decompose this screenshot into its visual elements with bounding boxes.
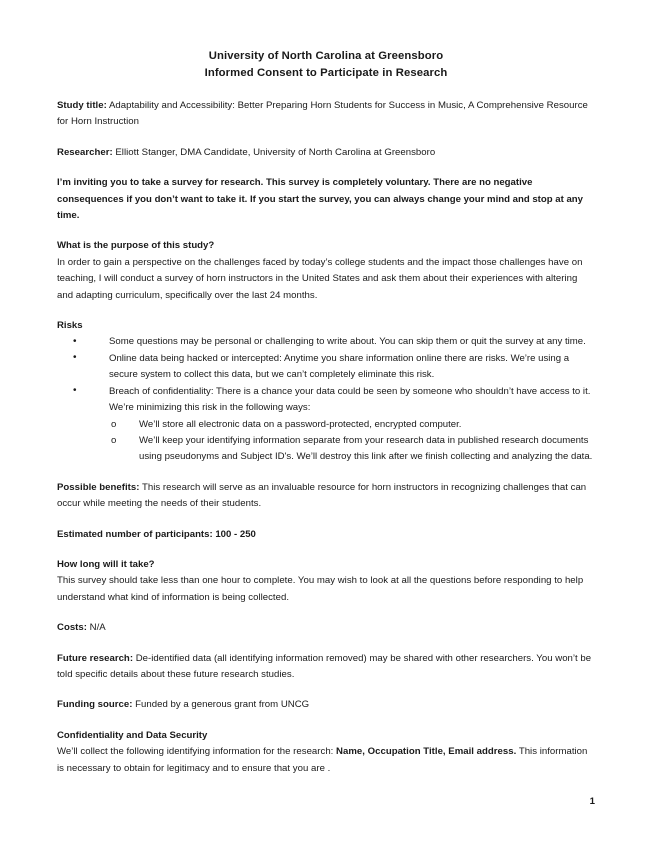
list-item-label: We’ll store all electronic data on a password-protected, encrypted computer.	[139, 418, 462, 430]
list-item-label: We’ll keep your identifying information separate from your research data in published research documents using pseudonyms and Subject ID's. We’ll destroy this link after we finish collecting and analyzing the data.	[139, 434, 593, 463]
invitation-paragraph: I’m inviting you to take a survey for research. This survey is completely voluntary. There are no negative consequences if you don’t want to take it. If you start the survey, you can always change your mind and stop at any time.	[57, 177, 583, 222]
confidentiality-body	[57, 744, 595, 777]
collected-data-fields: Name, Occupation Title, Email address.	[336, 746, 517, 758]
bullet-icon: •	[73, 335, 77, 347]
risks-heading: Risks	[57, 320, 83, 332]
duration-heading: How long will it take?	[57, 558, 155, 570]
risks-list	[57, 334, 595, 416]
spacer	[57, 513, 595, 527]
confidentiality-body-tail: This information is necessary to obtain for legitimacy and to ensure that you are .	[57, 746, 588, 774]
spacer	[57, 131, 595, 145]
bullet-icon: •	[73, 352, 77, 364]
purpose-heading: What is the purpose of this study?	[57, 240, 215, 252]
risk-mitigation-list	[57, 417, 595, 466]
spacer	[57, 224, 595, 238]
list-item	[73, 384, 595, 417]
list-item-label: Online data being hacked or intercepted: Anytime you share information online there are risks. We’re using a secure system to collect this data, but we can’t completely eliminate this risk.	[109, 352, 570, 381]
page-number: 1	[589, 796, 595, 807]
institution-name: University of North Carolina at Greensboro	[208, 50, 444, 62]
possible-benefits-label: Possible benefits:	[57, 481, 140, 493]
list-item	[111, 417, 595, 433]
spacer	[57, 683, 595, 697]
researcher-label: Researcher:	[57, 146, 113, 158]
costs-block	[57, 620, 595, 636]
researcher-block	[57, 145, 595, 161]
study-title-block	[57, 98, 595, 131]
future-research-value: De-identified data (all identifying information removed) may be shared with other researchers. You won’t be told specific details about these future research studies.	[57, 652, 592, 680]
spacer	[57, 161, 595, 175]
confidentiality-body-lead: We’ll collect the following identifying information for the research:	[57, 746, 337, 758]
list-item	[73, 351, 595, 384]
future-research-block	[57, 651, 595, 684]
estimated-participants: Estimated number of participants: 100 - 250	[57, 528, 256, 540]
duration-body: This survey should take less than one hour to complete. You may wish to look at all the questions before responding to help understand what kind of information is being collected.	[57, 575, 584, 603]
future-research-label: Future research:	[57, 652, 134, 664]
list-item-label: Some questions may be personal or challenging to write about. You can skip them or quit the survey at any time.	[109, 336, 586, 348]
spacer	[57, 81, 595, 98]
circle-bullet-icon: o	[111, 418, 117, 430]
list-item-label: Breach of confidentiality: There is a chance your data could be seen by someone who shouldn’t have access to it. We’re minimizing this risk in the following ways:	[109, 385, 591, 414]
document-heading	[57, 48, 595, 81]
study-title-label: Study title:	[57, 100, 107, 111]
possible-benefits-value: This research will serve as an invaluable resource for horn instructors in recognizing challenges that can occur while meeting the needs of their students.	[57, 481, 587, 510]
spacer	[57, 466, 595, 480]
funding-source-label: Funding source:	[57, 699, 133, 711]
spacer	[57, 637, 595, 651]
circle-bullet-icon: o	[111, 434, 117, 446]
costs-label: Costs:	[57, 622, 87, 634]
possible-benefits-block	[57, 480, 595, 513]
study-title-value: Adaptability and Accessibility: Better Preparing Horn Students for Success in Music, A Comprehensive Resource for Horn Instruction	[57, 100, 588, 128]
spacer	[57, 714, 595, 728]
purpose-body: In order to gain a perspective on the challenges faced by today’s college students and the impact those challenges have on teaching, I will conduct a survey of horn instructors in the United States and ask them about their experiences with altering and adapting curriculum, specifically over the last 24 months.	[57, 256, 583, 301]
confidentiality-heading: Confidentiality and Data Security	[57, 729, 208, 741]
document-content	[57, 48, 595, 777]
spacer	[57, 543, 595, 557]
spacer	[57, 304, 595, 318]
document-subtitle: Informed Consent to Participate in Research	[204, 66, 448, 79]
funding-source-block	[57, 697, 595, 713]
list-item	[73, 334, 595, 350]
researcher-value: Elliott Stanger, DMA Candidate, University of North Carolina at Greensboro	[112, 146, 436, 158]
spacer	[57, 606, 595, 620]
funding-source-value: Funded by a generous grant from UNCG	[132, 699, 310, 711]
bullet-icon: •	[73, 385, 77, 397]
costs-value: N/A	[86, 622, 106, 634]
list-item	[111, 433, 595, 466]
